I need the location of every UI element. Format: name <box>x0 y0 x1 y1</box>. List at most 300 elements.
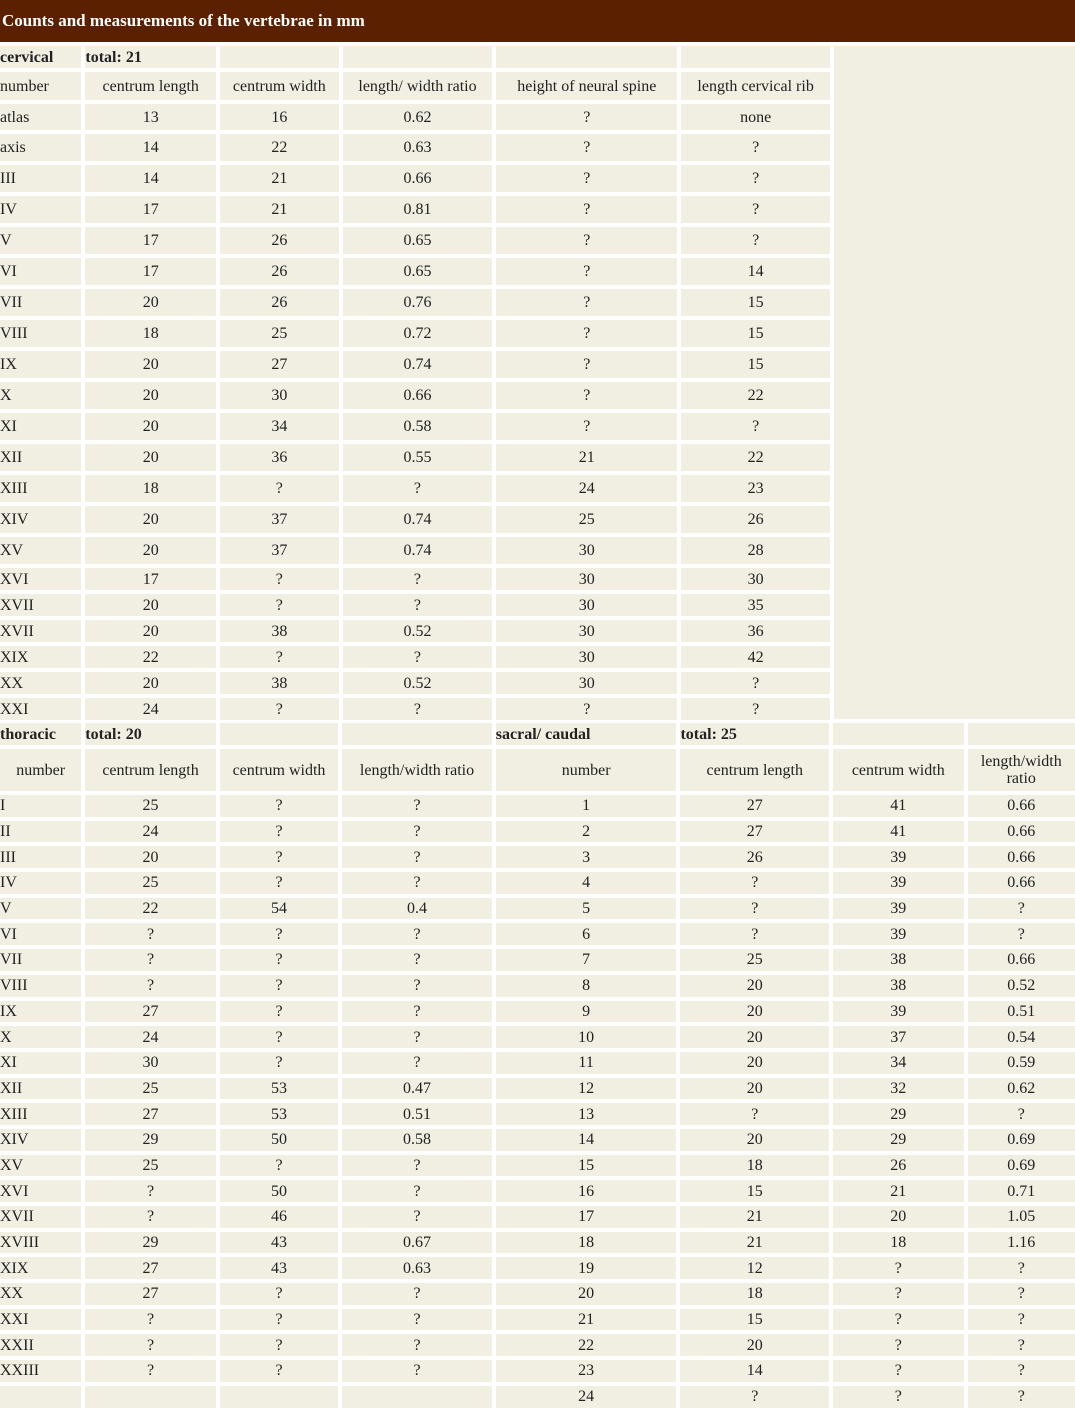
measurement-cell: ? <box>220 1360 338 1382</box>
measurement-cell: 30 <box>496 672 677 694</box>
measurement-cell: 20 <box>680 975 829 997</box>
measurement-cell: 0.66 <box>968 846 1075 868</box>
table-row <box>0 898 1075 920</box>
measurement-cell: 43 <box>220 1232 338 1254</box>
measurement-cell: 0.66 <box>343 165 493 192</box>
measurement-cell: 18 <box>680 1283 829 1305</box>
measurement-cell: ? <box>85 1360 215 1382</box>
column-header: length cervical rib <box>681 72 830 100</box>
measurement-cell: 24 <box>85 1026 215 1048</box>
measurement-cell: 38 <box>833 949 963 971</box>
measurement-cell: 27 <box>85 1257 215 1279</box>
measurement-cell: ? <box>220 1001 338 1023</box>
measurement-cell: ? <box>220 975 338 997</box>
measurement-cell: ? <box>496 320 677 347</box>
vertebra-number: XIII <box>0 1103 81 1125</box>
measurement-cell: 0.63 <box>342 1257 492 1279</box>
vertebra-number: XXI <box>0 698 81 720</box>
column-header: number <box>496 749 677 791</box>
measurement-cell: 26 <box>833 1155 963 1177</box>
measurement-cell: ? <box>833 1386 963 1408</box>
cervical-section-row <box>0 46 830 68</box>
cervical-table <box>0 42 834 724</box>
measurement-cell: 26 <box>220 258 339 285</box>
measurement-cell: 0.63 <box>343 134 493 161</box>
vertebra-number: XII <box>0 1078 81 1100</box>
table-row <box>0 165 830 192</box>
column-header: length/width ratio <box>342 749 492 791</box>
section-label: thoracic <box>0 723 81 745</box>
vertebra-number: 13 <box>496 1103 677 1125</box>
measurement-cell: ? <box>681 698 830 720</box>
vertebra-number <box>0 1386 81 1408</box>
table-row <box>0 320 830 347</box>
empty-cell <box>342 723 492 745</box>
vertebra-number: 7 <box>496 949 677 971</box>
vertebra-number: XIII <box>0 475 81 502</box>
section-total: total: 21 <box>85 46 216 68</box>
measurement-cell: ? <box>343 594 493 616</box>
measurement-cell: 0.81 <box>343 196 493 223</box>
measurement-cell: ? <box>496 196 677 223</box>
measurement-cell: 37 <box>220 506 339 533</box>
vertebra-number: 18 <box>496 1232 677 1254</box>
measurement-cell: 28 <box>681 537 830 564</box>
measurement-cell: ? <box>681 413 830 440</box>
measurement-cell: ? <box>85 949 215 971</box>
table-row <box>0 1283 1075 1305</box>
measurement-cell: 14 <box>680 1360 829 1382</box>
measurement-cell: ? <box>220 795 338 817</box>
measurement-cell: 32 <box>833 1078 963 1100</box>
measurement-cell: 16 <box>220 104 339 130</box>
measurement-cell: ? <box>681 672 830 694</box>
measurement-cell: 30 <box>496 537 677 564</box>
measurement-cell: 0.66 <box>968 949 1075 971</box>
measurement-cell: 39 <box>833 872 963 894</box>
measurement-cell: ? <box>968 923 1075 945</box>
measurement-cell: ? <box>343 646 493 668</box>
measurement-cell: 26 <box>680 846 829 868</box>
measurement-cell: 36 <box>220 444 339 471</box>
cervical-header-row <box>0 72 830 100</box>
measurement-cell: ? <box>220 821 338 843</box>
measurement-cell: ? <box>681 196 830 223</box>
column-header: centrum width <box>220 749 338 791</box>
measurement-cell: 14 <box>85 134 216 161</box>
measurement-cell: ? <box>342 1283 492 1305</box>
vertebra-number: VI <box>0 258 81 285</box>
measurement-cell: 20 <box>833 1206 963 1228</box>
measurement-cell: ? <box>342 795 492 817</box>
measurement-cell: 24 <box>85 698 216 720</box>
measurement-cell: ? <box>342 1206 492 1228</box>
vertebra-number: X <box>0 382 81 409</box>
table-row <box>0 1103 1075 1125</box>
table-row <box>0 646 830 668</box>
measurement-cell: ? <box>496 289 677 316</box>
header-row <box>0 749 1075 791</box>
empty-cell <box>833 723 963 745</box>
measurement-cell: ? <box>833 1309 963 1331</box>
measurement-cell: 20 <box>85 620 216 642</box>
measurement-cell: 0.54 <box>968 1026 1075 1048</box>
measurement-cell: ? <box>220 594 339 616</box>
measurement-cell: 20 <box>85 506 216 533</box>
vertebra-number: 10 <box>496 1026 677 1048</box>
measurement-cell: ? <box>85 1334 215 1356</box>
table-row <box>0 1206 1075 1228</box>
measurement-cell: 0.52 <box>968 975 1075 997</box>
vertebra-number: 14 <box>496 1129 677 1151</box>
measurement-cell: 0.74 <box>343 537 493 564</box>
measurement-cell: ? <box>496 351 677 378</box>
measurement-cell: ? <box>342 821 492 843</box>
table-row <box>0 1334 1075 1356</box>
measurement-cell: ? <box>342 1309 492 1331</box>
vertebra-number: III <box>0 165 81 192</box>
measurement-cell: 27 <box>85 1103 215 1125</box>
vertebra-number: IX <box>0 1001 81 1023</box>
measurement-cell: 39 <box>833 1001 963 1023</box>
vertebra-number: 11 <box>496 1052 677 1074</box>
measurement-cell: 42 <box>681 646 830 668</box>
vertebra-number: XII <box>0 444 81 471</box>
table-row <box>0 1232 1075 1254</box>
vertebra-number: 8 <box>496 975 677 997</box>
measurement-cell: ? <box>220 923 338 945</box>
measurement-cell: ? <box>968 898 1075 920</box>
measurement-cell: 37 <box>220 537 339 564</box>
measurement-cell: 0.52 <box>343 620 493 642</box>
measurement-cell: 41 <box>833 821 963 843</box>
measurement-cell: 20 <box>85 413 216 440</box>
measurement-cell: ? <box>220 646 339 668</box>
measurement-cell: 25 <box>85 1078 215 1100</box>
column-header: number <box>0 72 81 100</box>
vertebra-number: VIII <box>0 975 81 997</box>
vertebra-number: XIX <box>0 1257 81 1279</box>
vertebra-number: atlas <box>0 104 81 130</box>
measurement-cell: 26 <box>220 227 339 254</box>
measurement-cell: ? <box>220 1283 338 1305</box>
measurement-cell: 0.58 <box>343 413 493 440</box>
measurement-cell: ? <box>968 1360 1075 1382</box>
vertebra-number: IV <box>0 872 81 894</box>
measurement-cell: ? <box>342 1026 492 1048</box>
measurement-cell: ? <box>343 568 493 590</box>
table-row <box>0 821 1075 843</box>
measurement-cell: 0.72 <box>343 320 493 347</box>
measurement-cell: 0.55 <box>343 444 493 471</box>
vertebra-number: XVII <box>0 1206 81 1228</box>
table-row <box>0 846 1075 868</box>
measurement-cell: 30 <box>496 594 677 616</box>
measurement-cell: 18 <box>833 1232 963 1254</box>
vertebra-number: IX <box>0 351 81 378</box>
table-row <box>0 1129 1075 1151</box>
measurement-cell: 22 <box>681 382 830 409</box>
column-header: number <box>0 749 81 791</box>
table-row <box>0 795 1075 817</box>
measurement-cell: 0.66 <box>968 795 1075 817</box>
vertebra-number: 22 <box>496 1334 677 1356</box>
measurement-cell: ? <box>968 1334 1075 1356</box>
page-title: Counts and measurements of the vertebrae in mm <box>0 0 1075 42</box>
measurement-cell: 0.62 <box>968 1078 1075 1100</box>
vertebra-number: VI <box>0 923 81 945</box>
vertebra-number: XI <box>0 1052 81 1074</box>
table-row <box>0 413 830 440</box>
vertebra-number: 4 <box>496 872 677 894</box>
measurement-cell: 0.47 <box>342 1078 492 1100</box>
measurement-cell: 20 <box>680 1052 829 1074</box>
vertebra-number: I <box>0 795 81 817</box>
vertebra-number: XX <box>0 672 81 694</box>
measurement-cell: 18 <box>85 475 216 502</box>
measurement-cell: 12 <box>680 1257 829 1279</box>
measurement-cell: 17 <box>85 258 216 285</box>
vertebra-number: VIII <box>0 320 81 347</box>
measurement-cell: 0.71 <box>968 1180 1075 1202</box>
measurement-cell: 22 <box>681 444 830 471</box>
measurement-cell: 20 <box>680 1334 829 1356</box>
vertebra-number: V <box>0 227 81 254</box>
measurement-cell: 38 <box>220 672 339 694</box>
measurement-cell: 0.58 <box>342 1129 492 1151</box>
vertebra-number: 16 <box>496 1180 677 1202</box>
vertebra-number: X <box>0 1026 81 1048</box>
column-header: centrum width <box>833 749 963 791</box>
vertebra-number: XVI <box>0 1180 81 1202</box>
vertebra-number: V <box>0 898 81 920</box>
measurement-cell: 27 <box>85 1001 215 1023</box>
vertebra-number: XVII <box>0 594 81 616</box>
measurement-cell: ? <box>342 1052 492 1074</box>
table-row <box>0 1386 1075 1408</box>
measurement-cell: ? <box>496 413 677 440</box>
measurement-cell: 30 <box>681 568 830 590</box>
thoracic-sacral-table <box>0 719 1075 1412</box>
measurement-cell: 27 <box>85 1283 215 1305</box>
measurement-cell: ? <box>85 1180 215 1202</box>
table-row <box>0 698 830 720</box>
table-row <box>0 382 830 409</box>
measurement-cell: ? <box>342 1180 492 1202</box>
measurement-cell: 20 <box>85 537 216 564</box>
measurement-cell: 24 <box>85 821 215 843</box>
measurement-cell: 14 <box>681 258 830 285</box>
measurement-cell: 39 <box>833 846 963 868</box>
measurement-cell: 20 <box>85 444 216 471</box>
measurement-cell: ? <box>342 846 492 868</box>
column-header: height of neural spine <box>496 72 677 100</box>
measurement-cell <box>85 1386 215 1408</box>
vertebra-number: XXI <box>0 1309 81 1331</box>
measurement-cell: ? <box>85 975 215 997</box>
vertebra-number: XV <box>0 1155 81 1177</box>
measurement-cell: 21 <box>496 444 677 471</box>
vertebra-number: 3 <box>496 846 677 868</box>
table-row <box>0 475 830 502</box>
measurement-cell: 21 <box>680 1232 829 1254</box>
vertebra-number: XX <box>0 1283 81 1305</box>
measurement-cell: ? <box>680 923 829 945</box>
measurement-cell: 20 <box>680 1001 829 1023</box>
section-label: sacral/ caudal <box>496 723 677 745</box>
table-row <box>0 1360 1075 1382</box>
measurement-cell: 0.65 <box>343 258 493 285</box>
table-row <box>0 134 830 161</box>
measurement-cell: 53 <box>220 1103 338 1125</box>
measurement-cell: 20 <box>85 672 216 694</box>
vertebra-number: XXIII <box>0 1360 81 1382</box>
measurement-cell: 0.62 <box>343 104 493 130</box>
measurement-cell: ? <box>496 134 677 161</box>
measurement-cell: ? <box>220 1309 338 1331</box>
measurement-cell: ? <box>342 949 492 971</box>
measurement-cell: 26 <box>681 506 830 533</box>
measurement-cell: ? <box>342 1001 492 1023</box>
measurement-cell: 0.59 <box>968 1052 1075 1074</box>
measurement-cell: ? <box>968 1257 1075 1279</box>
measurement-cell: 29 <box>85 1232 215 1254</box>
section-total: total: 25 <box>680 723 829 745</box>
measurement-cell: 37 <box>833 1026 963 1048</box>
column-header: centrum length <box>85 72 216 100</box>
measurement-cell: 17 <box>85 227 216 254</box>
measurement-cell: ? <box>220 1155 338 1177</box>
column-header: length/ width ratio <box>343 72 493 100</box>
table-row <box>0 1155 1075 1177</box>
measurement-cell <box>220 1386 338 1408</box>
measurement-cell: ? <box>342 1360 492 1382</box>
table-row <box>0 1026 1075 1048</box>
measurement-cell: 39 <box>833 923 963 945</box>
table-row <box>0 1180 1075 1202</box>
measurement-cell: 25 <box>85 872 215 894</box>
measurement-cell: ? <box>681 165 830 192</box>
measurement-cell: 50 <box>220 1180 338 1202</box>
section-total: total: 20 <box>85 723 215 745</box>
measurement-cell: 21 <box>220 165 339 192</box>
vertebra-number: axis <box>0 134 81 161</box>
measurement-cell: 25 <box>680 949 829 971</box>
measurement-cell: 35 <box>681 594 830 616</box>
measurement-cell: ? <box>496 227 677 254</box>
measurement-cell: 38 <box>220 620 339 642</box>
empty-cell <box>681 46 830 68</box>
measurement-cell: ? <box>681 227 830 254</box>
measurement-cell: 21 <box>833 1180 963 1202</box>
measurement-cell: 53 <box>220 1078 338 1100</box>
measurement-cell: none <box>681 104 830 130</box>
measurement-cell: 0.66 <box>343 382 493 409</box>
measurement-cell: ? <box>968 1103 1075 1125</box>
measurement-cell: 1.16 <box>968 1232 1075 1254</box>
measurement-cell: ? <box>968 1309 1075 1331</box>
measurement-cell: 0.74 <box>343 351 493 378</box>
measurement-cell: 41 <box>833 795 963 817</box>
vertebra-number: VII <box>0 289 81 316</box>
table-row <box>0 872 1075 894</box>
measurement-cell: ? <box>342 1155 492 1177</box>
measurement-cell: 50 <box>220 1129 338 1151</box>
table-row <box>0 975 1075 997</box>
measurement-cell <box>342 1386 492 1408</box>
measurement-cell: ? <box>342 923 492 945</box>
measurement-cell: ? <box>220 872 338 894</box>
measurement-cell: ? <box>343 698 493 720</box>
measurement-cell: ? <box>833 1360 963 1382</box>
vertebra-number: 21 <box>496 1309 677 1331</box>
measurement-cell: ? <box>833 1283 963 1305</box>
measurement-cell: 18 <box>85 320 216 347</box>
measurement-cell: 20 <box>85 382 216 409</box>
measurement-cell: ? <box>220 698 339 720</box>
column-header: length/width ratio <box>968 749 1075 791</box>
table-row <box>0 672 830 694</box>
table-row <box>0 196 830 223</box>
vertebra-number: II <box>0 821 81 843</box>
vertebra-number: 24 <box>496 1386 677 1408</box>
vertebra-number: XVI <box>0 568 81 590</box>
measurement-cell: ? <box>496 258 677 285</box>
column-header: centrum width <box>220 72 339 100</box>
measurement-cell: 15 <box>681 320 830 347</box>
measurement-cell: 15 <box>680 1180 829 1202</box>
measurement-cell: ? <box>343 475 493 502</box>
table-row <box>0 620 830 642</box>
empty-cell <box>343 46 493 68</box>
measurement-cell: ? <box>968 1386 1075 1408</box>
measurement-cell: 25 <box>85 795 215 817</box>
measurement-cell: 30 <box>496 620 677 642</box>
measurement-cell: 0.65 <box>343 227 493 254</box>
measurement-cell: ? <box>833 1257 963 1279</box>
vertebra-number: VII <box>0 949 81 971</box>
measurement-cell: 14 <box>85 165 216 192</box>
measurement-cell: 1.05 <box>968 1206 1075 1228</box>
measurement-cell: 34 <box>833 1052 963 1074</box>
measurement-cell: 17 <box>85 568 216 590</box>
measurement-cell: 20 <box>85 846 215 868</box>
measurement-cell: 20 <box>680 1026 829 1048</box>
measurement-cell: ? <box>220 1334 338 1356</box>
measurement-cell: ? <box>220 568 339 590</box>
measurement-cell: 34 <box>220 413 339 440</box>
vertebra-number: 17 <box>496 1206 677 1228</box>
measurement-cell: 20 <box>85 351 216 378</box>
measurement-cell: 18 <box>680 1155 829 1177</box>
measurement-cell: 15 <box>681 289 830 316</box>
vertebra-number: 23 <box>496 1360 677 1382</box>
measurement-cell: 0.66 <box>968 872 1075 894</box>
measurement-cell: 46 <box>220 1206 338 1228</box>
measurement-cell: ? <box>85 923 215 945</box>
measurement-cell: 25 <box>220 320 339 347</box>
measurement-cell: ? <box>968 1283 1075 1305</box>
empty-cell <box>496 46 677 68</box>
vertebra-number: XI <box>0 413 81 440</box>
vertebra-number: IV <box>0 196 81 223</box>
measurement-cell: 20 <box>85 289 216 316</box>
table-row <box>0 289 830 316</box>
measurement-cell: 25 <box>85 1155 215 1177</box>
vertebra-number: XV <box>0 537 81 564</box>
measurement-cell: 22 <box>85 646 216 668</box>
measurement-cell: ? <box>680 872 829 894</box>
